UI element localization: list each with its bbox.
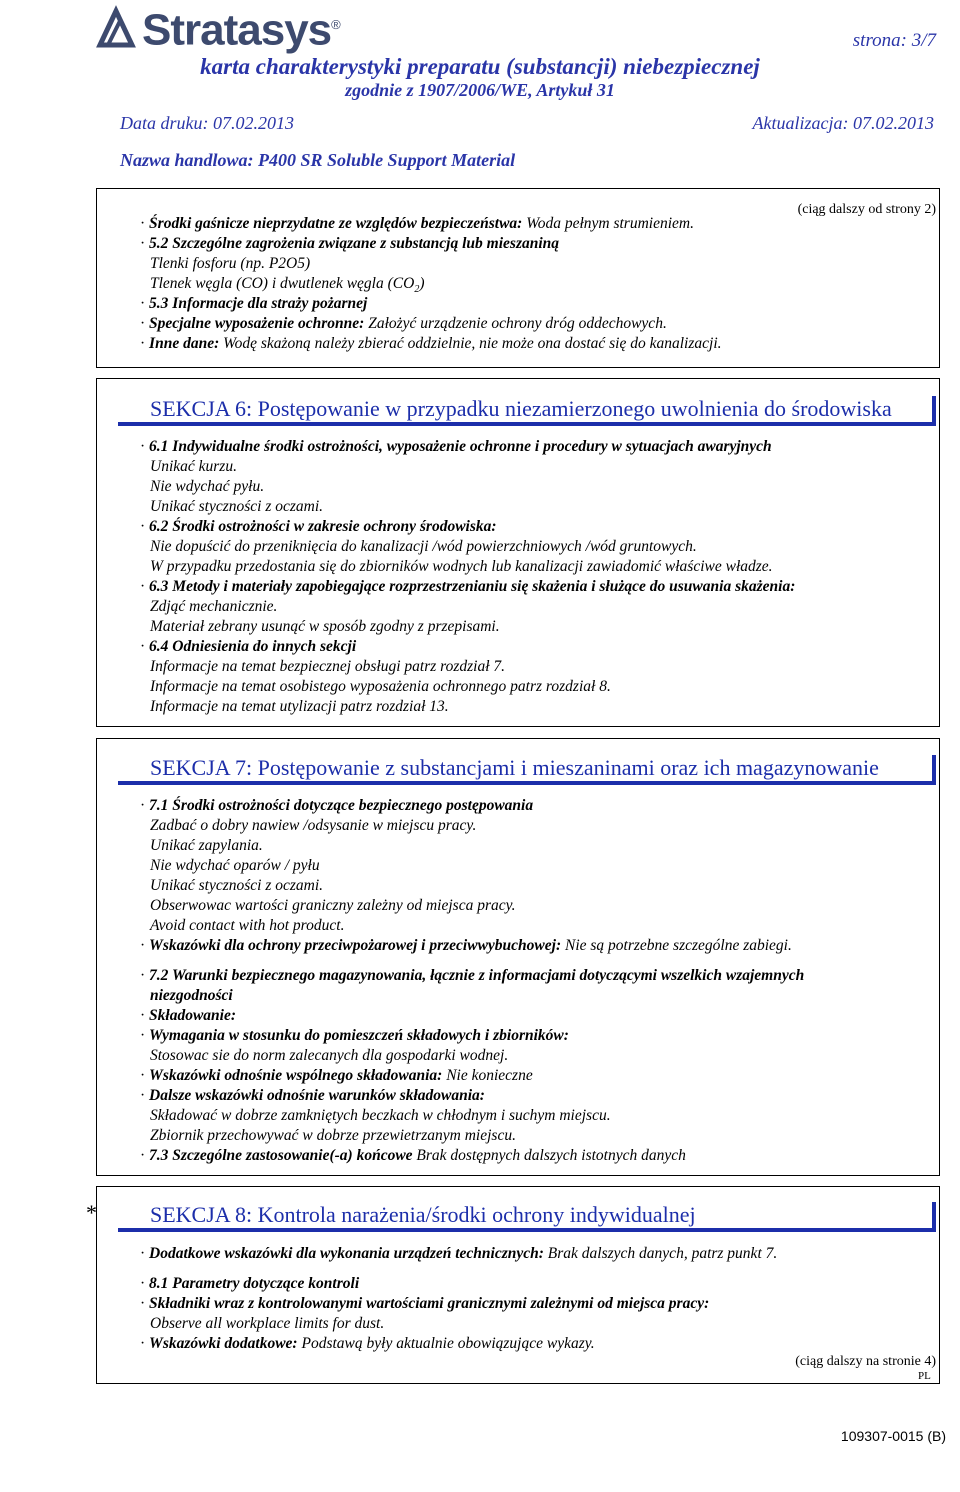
s7-heading-7-2: · 7.2 Warunki bezpiecznego magazynowania, łącznie z informacjami dotyczącymi wszelkich wzajemnych <box>140 967 805 984</box>
s8-additional: · Wskazówki dodatkowe: Podstawą były aktualnie obowiązujące wykazy. <box>140 1335 595 1352</box>
s8-components: · Składniki wraz z kontrolowanymi wartościami granicznymi zależnymi od miejsca pracy: <box>140 1295 710 1312</box>
s7-text: Zadbać o dobry nawiew /odsysanie w miejscu pracy. <box>150 817 477 834</box>
s7-requirements: · Wymagania w stosunku do pomieszczeń składowych i zbiorników: <box>140 1027 569 1044</box>
s5-line-3: Tlenki fosforu (np. P2O5) <box>150 255 311 272</box>
s8-technical: · Dodatkowe wskazówki dla wykonania urządzeń technicznych: Brak dalszych danych, patrz punkt 7. <box>140 1245 778 1262</box>
s6-heading-6-3: · 6.3 Metody i materiały zapobiegające rozprzestrzenianiu się skażenia i służące do usuwania skażenia: <box>140 578 796 595</box>
s7-heading-7-1: · 7.1 Środki ostrożności dotyczące bezpiecznego postępowania <box>140 797 534 814</box>
continued-to: (ciąg dalszy na stronie 4) <box>795 1354 936 1369</box>
s5-line-1: · Środki gaśnicze nieprzydatne ze względów bezpieczeństwa: Woda pełnym strumieniem. <box>140 215 694 232</box>
s7-heading-7-3: · 7.3 Szczególne zastosowanie(-a) końcowe Brak dostępnych dalszych istotnych danych <box>140 1147 686 1164</box>
s8-heading-8-1: · 8.1 Parametry dotyczące kontroli <box>140 1275 360 1292</box>
s8-text: Observe all workplace limits for dust. <box>150 1315 385 1332</box>
s7-text: Zbiornik przechowywać w dobrze przewietrzanym miejscu. <box>150 1127 516 1144</box>
s5-heading-5-2: · 5.2 Szczególne zagrożenia związane z substancją lub mieszaniną <box>140 235 560 252</box>
update-date: Aktualizacja: 07.02.2013 <box>752 113 934 133</box>
document-id: 109307-0015 (B) <box>840 1428 946 1444</box>
s6-text: Informacje na temat bezpiecznej obsługi patrz rozdział 7. <box>150 658 506 675</box>
s7-joint-storage: · Wskazówki odnośnie wspólnego składowania: Nie konieczne <box>140 1067 533 1084</box>
s6-text: W przypadku przedostania się do zbiorników wodnych lub kanalizacji zawiadomić właściwe władze. <box>150 558 773 575</box>
section-8-title: SEKCJA 8: Kontrola narażenia/środki ochrony indywidualnej <box>118 1202 936 1232</box>
s7-storage: · Składowanie: <box>140 1007 237 1024</box>
s7-text: Unikać styczności z oczami. <box>150 877 324 894</box>
s6-text: Nie dopuścić do przeniknięcia do kanalizacji /wód powierzchniowych /wód gruntowych. <box>150 538 697 555</box>
stratasys-logo-icon <box>96 5 136 51</box>
s6-text: Materiał zebrany usunąć w sposób zgodny z przepisami. <box>150 618 500 635</box>
s7-text: Nie wdychać oparów / pyłu <box>150 857 320 874</box>
section-7-title: SEKCJA 7: Postępowanie z substancjami i mieszaninami oraz ich magazynowanie <box>118 755 936 785</box>
s7-text: Składować w dobrze zamkniętych beczkach w chłodnym i suchym miejscu. <box>150 1107 611 1124</box>
s7-text: Obserwowac wartości graniczny zależny od miejsca pracy. <box>150 897 516 914</box>
s5-heading-5-3: · 5.3 Informacje dla straży pożarnej <box>140 295 368 312</box>
s6-text: Informacje na temat osobistego wyposażenia ochronnego patrz rozdział 8. <box>150 678 611 695</box>
s6-text: Unikać styczności z oczami. <box>150 498 324 515</box>
s5-line-4: Tlenek węgla (CO) i dwutlenek węgla $(CO_2)$ <box>150 275 425 296</box>
s6-text: Nie wdychać pyłu. <box>150 478 265 495</box>
section-6-title: SEKCJA 6: Postępowanie w przypadku niezamierzonego uwolnienia do środowiska <box>118 396 936 426</box>
s6-text: Informacje na temat utylizacji patrz rozdział 13. <box>150 698 449 715</box>
s7-text: Avoid contact with hot product. <box>150 917 345 934</box>
document-title: karta charakterystyki preparatu (substancji) niebezpiecznej <box>200 54 760 79</box>
s7-heading-7-2-cont: niezgodności <box>150 987 233 1004</box>
s6-text: Zdjąć mechanicznie. <box>150 598 278 615</box>
s7-text: Unikać zapylania. <box>150 837 263 854</box>
document-subtitle: zgodnie z 1907/2006/WE, Artykuł 31 <box>345 80 615 100</box>
s6-heading-6-4: · 6.4 Odniesienia do innych sekcji <box>140 638 357 655</box>
page-number: strona: 3/7 <box>852 30 936 51</box>
s6-heading-6-1: · 6.1 Indywidualne środki ostrożności, wyposażenie ochronne i procedury w sytuacjach awaryjnych <box>140 438 772 455</box>
s7-further-storage: · Dalsze wskazówki odnośnie warunków składowania: <box>140 1087 485 1104</box>
trade-name: Nazwa handlowa: P400 SR Soluble Support Material <box>120 150 516 170</box>
s6-heading-6-2: · 6.2 Środki ostrożności w zakresie ochrony środowiska: <box>140 518 497 535</box>
s5-line-7: · Inne dane: Wodę skażoną należy zbierać oddzielnie, nie może ona dostać się do kanalizacji. <box>140 335 722 352</box>
s7-text: Stosowac sie do norm zalecanych dla gospodarki wodnej. <box>150 1047 509 1064</box>
s7-fire-protection: · Wskazówki dla ochrony przeciwpożarowej i przeciwwybuchowej: Nie są potrzebne szczególne zabiegi. <box>140 937 792 954</box>
language-code: PL <box>918 1370 931 1382</box>
logo-wordmark: Stratasys® <box>142 5 340 55</box>
change-marker: * <box>86 1200 97 1225</box>
print-date: Data druku: 07.02.2013 <box>120 113 294 133</box>
s5-line-6: · Specjalne wyposażenie ochronne: Założyć urządzenie ochrony dróg oddechowych. <box>140 315 667 332</box>
s6-text: Unikać kurzu. <box>150 458 237 475</box>
continued-from: (ciąg dalszy od strony 2) <box>797 202 936 217</box>
stratasys-logo <box>96 2 340 54</box>
